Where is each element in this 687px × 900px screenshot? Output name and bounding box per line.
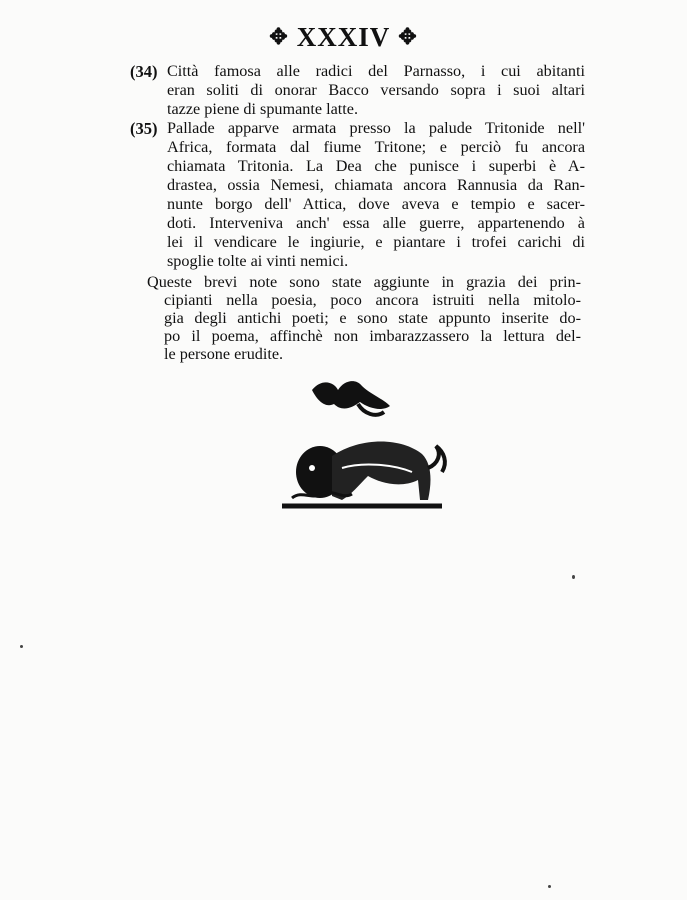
note-35-line: chiamata Tritonia. La Dea che punisce i superbi è A- xyxy=(167,157,585,175)
paper-speck xyxy=(20,645,23,648)
closing-line: Queste brevi note sono state aggiunte in grazia dei prin- xyxy=(147,273,581,291)
paper-speck xyxy=(548,885,551,888)
note-number-34: (34) xyxy=(130,62,158,81)
note-35-line: Pallade apparve armata presso la palude Tritonide nell' xyxy=(167,119,585,137)
note-34-line: Città famosa alle radici del Parnasso, i cui abitanti xyxy=(167,62,585,80)
note-35-line: lei il vendicare le ingiurie, e piantare i trofei carichi di xyxy=(167,233,585,251)
note-number-35: (35) xyxy=(130,119,158,138)
note-34-line: eran soliti di onorar Bacco versando sopra i suoi altari xyxy=(167,81,585,99)
note-35-line: nunte borgo dell' Attica, dove aveva e tempio e sacer- xyxy=(167,195,585,213)
closing-line: le persone erudite. xyxy=(164,345,284,363)
note-35-line: drastea, ossia Nemesi, chiamata ancora Rannusia da Ran- xyxy=(167,176,585,194)
closing-line: po il poema, affinchè non imbarazzassero la lettura del- xyxy=(164,327,581,345)
note-34-line: tazze piene di spumante latte. xyxy=(167,100,359,118)
ornament-left-icon: ✥ xyxy=(269,24,289,49)
paper-speck xyxy=(572,575,575,579)
closing-line: gia degli antichi poeti; e sono state appunto inserite do- xyxy=(164,309,581,327)
ornament-right-icon: ✥ xyxy=(398,24,418,49)
lion-vignette-icon xyxy=(272,372,457,520)
note-35-line: spoglie tolte ai vinti nemici. xyxy=(167,252,349,270)
note-35-line: Africa, formata dal fiume Tritone; e perciò fu ancora xyxy=(167,138,585,156)
note-35-line: doti. Interveniva anch' essa alle guerre, appartenendo à xyxy=(167,214,585,232)
closing-line: cipianti nella poesia, poco ancora istruiti nella mitolo- xyxy=(164,291,581,309)
page-number-header xyxy=(0,22,687,53)
page-number: XXXIV xyxy=(296,22,391,52)
